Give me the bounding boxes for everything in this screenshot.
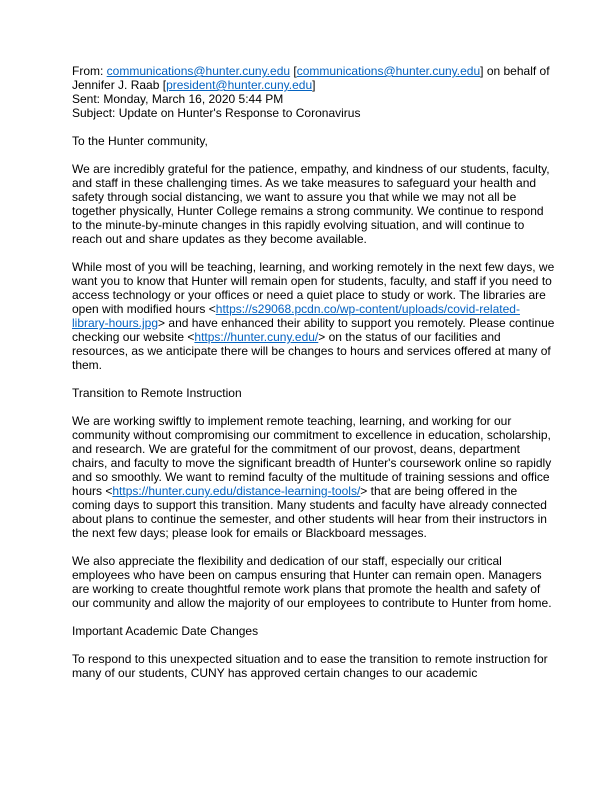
heading-remote-instruction xyxy=(72,386,556,400)
from-line xyxy=(72,64,556,92)
text-run: To the Hunter community, xyxy=(72,134,208,148)
email-link[interactable]: https://hunter.cuny.edu/distance-learning-tools/ xyxy=(112,484,361,498)
text-run: To respond to this unexpected situation and to ease the transition to remote instruction for many of our students, CUNY has approved certain changes to our academic xyxy=(72,652,548,680)
email-link[interactable]: communications@hunter.cuny.edu xyxy=(296,64,481,78)
paragraph-gratitude xyxy=(72,162,556,246)
email-link[interactable]: https://hunter.cuny.edu/ xyxy=(194,330,319,344)
text-run: > and have enhanced their ability to support you remotely. Please continue checking our website < xyxy=(72,316,555,344)
subject-line xyxy=(72,106,556,120)
paragraph-academic-dates xyxy=(72,652,556,680)
text-run: > that are being offered in the coming days to support this transition. Many students and faculty have already connected about plans to continue the semester, and other students will hear from their instructors in the next few days; please look for emails or Blackboard messages. xyxy=(72,484,547,540)
text-run: Transition to Remote Instruction xyxy=(72,386,242,400)
text-run: Important Academic Date Changes xyxy=(72,624,259,638)
text-run: ] on behalf of Jennifer J. Raab [ xyxy=(72,64,550,92)
text-run: Sent: Monday, March 16, 2020 5:44 PM xyxy=(72,92,284,106)
text-run: We are working swiftly to implement remote teaching, learning, and working for our community without compromising our commitment to excellence in education, scholarship, and research. We are grateful for the commitment of our provost, deans, department chairs, and faculty to move the significant breadth of Hunter's coursework online so rapidly and so smoothly. We want to remind faculty of the multitude of training sessions and office hours < xyxy=(72,414,552,498)
greeting xyxy=(72,134,556,148)
text-run: ] xyxy=(312,78,316,92)
paragraph-campus-open xyxy=(72,260,556,372)
paragraph-remote-instruction xyxy=(72,414,556,540)
text-run: We are incredibly grateful for the patience, empathy, and kindness of our students, faculty, and staff in these challenging times. As we take measures to safeguard your health and safety through social distancing, we want to assure you that while we may not all be together physically, Hunter College remains a strong community. We continue to respond to the minute-by-minute changes in this rapidly evolving situation, and will continue to reach out and share updates as they become available. xyxy=(72,162,550,246)
email-link[interactable]: https://s29068.pcdn.co/wp-content/uploads/covid-related-library-hours.jpg xyxy=(72,302,520,330)
text-run: From: xyxy=(72,64,107,78)
text-run: Subject: Update on Hunter's Response to Coronavirus xyxy=(72,106,361,120)
paragraph-staff xyxy=(72,554,556,610)
email-link[interactable]: communications@hunter.cuny.edu xyxy=(106,64,291,78)
text-run: While most of you will be teaching, learning, and working remotely in the next few days, we want you to know that Hunter will remain open for students, faculty, and staff if you need to access technology or your offices or need a quiet place to study or work. The libraries are open with modified hours < xyxy=(72,260,555,316)
text-run: [ xyxy=(290,64,297,78)
text-run: We also appreciate the flexibility and dedication of our staff, especially our critical employees who have been on campus ensuring that Hunter can remain open. Managers are working to create thoughtful remote work plans that promote the health and safety of our community and allow the majority of our employees to contribute to Hunter from home. xyxy=(72,554,552,610)
text-run: > on the status of our facilities and resources, as we anticipate there will be changes to hours and services offered at many of them. xyxy=(72,330,551,372)
sent-line xyxy=(72,92,556,106)
heading-academic-dates xyxy=(72,624,556,638)
email-content xyxy=(72,64,556,680)
email-link[interactable]: president@hunter.cuny.edu xyxy=(166,78,313,92)
